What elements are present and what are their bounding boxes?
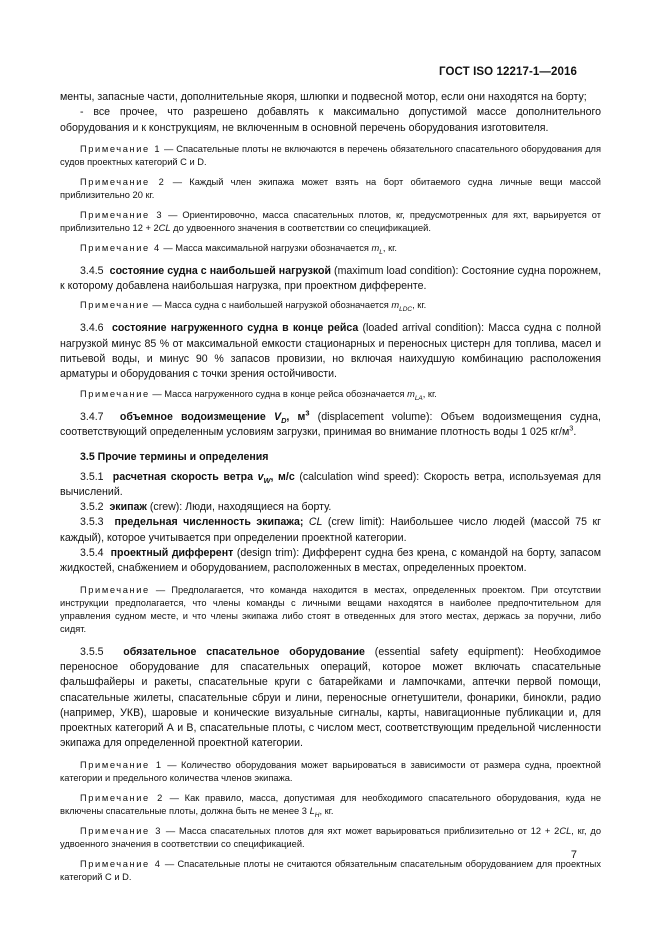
unit-superscript: 3: [305, 408, 310, 418]
note-label: Примечание: [80, 388, 150, 399]
note-3: [60, 209, 601, 235]
note-label: Примечание: [80, 300, 150, 311]
clause-number: 3.5.5: [80, 645, 104, 658]
symbol-v: V: [273, 410, 282, 423]
note-label: Примечание 3: [80, 825, 163, 836]
definition-text: (crew): Люди, находящиеся на борту.: [146, 501, 332, 514]
definition-text: (loaded arrival condition): Масса судна с полной нагрузкой минус 85 % от максимальной емкости стационарных и переносных цистерн для топлива, масел и питьевой воды, и минус 90 % запасов провизии, но включая наихудшую комбинацию расположения арматуры и оборудования с точки зрения остойчивости.: [60, 322, 601, 381]
symbol-subscript: LDC: [399, 306, 413, 314]
continuation-paragraph: менты, запасные части, дополнительные якоря, шлюпки и подвесной мотор, если они находятся на борту;: [60, 91, 587, 103]
symbol-v: v: [257, 470, 264, 483]
note-text: — Спасательные плоты не считаются обязательным спасательным оборудованием для проектных категорий С и D.: [60, 858, 602, 882]
symbol-cl: CL: [158, 222, 171, 233]
note-text: , кг.: [319, 805, 334, 816]
symbol-subscript: H: [314, 811, 320, 819]
clause-number: 3.5.4: [80, 547, 104, 560]
note-text: , кг.: [412, 300, 427, 311]
definition-3-4-7: [60, 410, 601, 441]
term: предельная численность экипажа;: [114, 516, 304, 529]
note-label: Примечание 4: [80, 242, 161, 253]
term: проектный дифферент: [110, 547, 234, 560]
definition-3-5-5: [60, 645, 601, 752]
clause-number: 3.5.3: [80, 516, 104, 529]
term: состояние нагруженного судна в конце рейса: [112, 322, 359, 335]
clause-number: 3.4.6: [80, 322, 104, 335]
unit: , м: [286, 410, 306, 423]
note-text: — Масса максимальной нагрузки обозначается: [160, 242, 372, 253]
note-text: до удвоенного значения в соответствии со спецификацией.: [170, 222, 431, 233]
note-label: Примечание 1: [80, 143, 162, 154]
text-superscript: 3: [569, 423, 574, 433]
definition-text: (maximum load condition): Состояние судна порожнем, к которому добавлена наибольшая нагрузка, при проектном дифференте.: [60, 264, 602, 293]
symbol-subscript: L: [379, 248, 383, 256]
definition-3-5-3: [60, 515, 601, 546]
definition-text: (calculation wind speed): Скорость ветра, используемая для вычислений.: [60, 470, 602, 498]
note-b-2: [60, 792, 601, 818]
term: экипаж: [109, 501, 147, 514]
note-text: — Спасательные плоты не включаются в перечень обязательного спасательного оборудования для судов проектных категорий С и D.: [60, 143, 601, 167]
definition-text: (crew limit): Наибольшее число людей (массой 75 кг каждый), которое учитывается при определении проектной категории.: [60, 516, 602, 544]
definition-3-5-4: [60, 546, 601, 577]
note-b-4: [60, 858, 601, 884]
note-label: Примечание 3: [80, 209, 164, 220]
note-text: — Каждый член экипажа может взять на борт обитаемого судна личные вещи массой приблизительно 20 кг.: [60, 176, 601, 200]
term: обязательное спасательное оборудование: [123, 645, 365, 658]
symbol-subscript: D: [281, 415, 287, 425]
symbol-m: m: [391, 300, 400, 311]
symbol-subscript: W: [263, 475, 271, 485]
definition-text: (displacement volume): Объем водоизмещения судна, соответствующий определенным условиям загрузки, принимая во внимание плотность воды 1 025 кг/м: [60, 410, 601, 438]
note-text: — Масса нагруженного судна в конце рейса обозначается: [149, 388, 408, 399]
note-3-4-6: [60, 388, 601, 401]
page-content: [60, 90, 601, 884]
continuation-list-item: - все прочее, что разрешено добавлять к максимально допустимой массе дополнительного оборудования и к конструкциям, не включенным в основной перечень оборудования изготовителя.: [60, 106, 601, 134]
section-heading: 3.5 Прочие термины и определения: [80, 451, 269, 464]
term: состояние судна с наибольшей нагрузкой: [109, 264, 331, 277]
term: расчетная скорость ветра: [112, 470, 258, 483]
note-b-3: [60, 825, 601, 851]
note-text: — Масса спасательных плотов для яхт может варьироваться приблизительно от 12 + 2: [162, 825, 560, 836]
document-header: ГОСТ ISO 12217-1—2016: [439, 66, 577, 78]
definition-text-end: .: [573, 425, 577, 438]
clause-number: 3.4.5: [80, 264, 104, 277]
clause-number: 3.4.7: [80, 410, 104, 423]
term: объемное водоизмещение: [119, 410, 274, 423]
symbol-m: m: [407, 388, 415, 399]
note-text: — Количество оборудования может варьироваться в зависимости от размера судна, проектной категории и предельного количества членов экипажа.: [60, 759, 601, 783]
note-label: Примечание: [80, 584, 150, 595]
note-text: — Масса судна с наибольшей нагрузкой обозначается: [149, 300, 392, 311]
note-1: [60, 143, 601, 169]
note-label: Примечание 2: [80, 176, 166, 187]
note-label: Примечание 1: [80, 759, 163, 770]
unit: , м/с: [270, 470, 295, 483]
symbol-m: m: [371, 242, 380, 253]
note-text: — Как правило, масса, допустимая для необходимого спасательного оборудования, куда не включены спасательные плоты, должна быть не менее 3: [60, 792, 602, 816]
note-text: — Предполагается, что команда находится в местах, определенных проектом. При отсутствии инструкции предполагается, что члены команды с личными вещами находятся в наиболее предпочтительном для управления судном месте, и что члены экипажа либо стоят в отведенных для этого местах, держась за поручни, либо сидят.: [60, 584, 601, 634]
definition-3-4-5: [60, 264, 601, 295]
definition-3-5-2: [60, 500, 601, 515]
clause-number: 3.5.1: [80, 470, 104, 483]
symbol-subscript: LA: [414, 394, 423, 402]
note-4: [60, 242, 601, 255]
note-label: Примечание 4: [80, 858, 162, 869]
clause-number: 3.5.2: [80, 501, 104, 514]
symbol-cl: CL: [559, 825, 572, 836]
definition-text: (design trim): Дифферент судна без крена, с командой на борту, запасом жидкостей, снабжением и оборудованием, расположенных в местах, определенных проектом.: [60, 547, 601, 575]
note-2: [60, 176, 601, 202]
note-3-5-4: [60, 584, 601, 636]
definition-3-4-6: [60, 321, 601, 382]
note-text: , кг.: [382, 242, 397, 253]
note-text: , кг.: [422, 388, 437, 399]
symbol-l: L: [309, 805, 315, 816]
note-text: , кг, до удвоенного значения в соответствии со спецификацией.: [60, 825, 601, 849]
note-b-1: [60, 759, 601, 785]
definition-text: (essential safety equipment): Необходимое переносное оборудование для спасательных операций, которое может включать спасательные фальшфайеры и ракеты, спасательные круги с батарейками и лампочками, аптечки первой помощи, спасательные жилеты, спасательные сбруи и лини, переносные огнетушители, фонарики, бинокли, радио (например, УКВ), шаровые и конические визуальные сигналы, карты, навигационные публикации и, для проектных категорий А и В, спасательные плоты, с числом мест, соответствующим предельной численности экипажа для определенной проектной категории.: [60, 645, 601, 750]
page-number: 7: [570, 849, 577, 861]
note-text: — Ориентировочно, масса спасательных плотов, кг, предусмотренных для яхт, варьируется от приблизительно 12 + 2: [60, 209, 602, 233]
definition-3-5-1: [60, 470, 601, 501]
note-label: Примечание 2: [80, 792, 164, 803]
symbol-cl: CL: [308, 516, 323, 529]
note-3-4-5: [60, 299, 601, 312]
